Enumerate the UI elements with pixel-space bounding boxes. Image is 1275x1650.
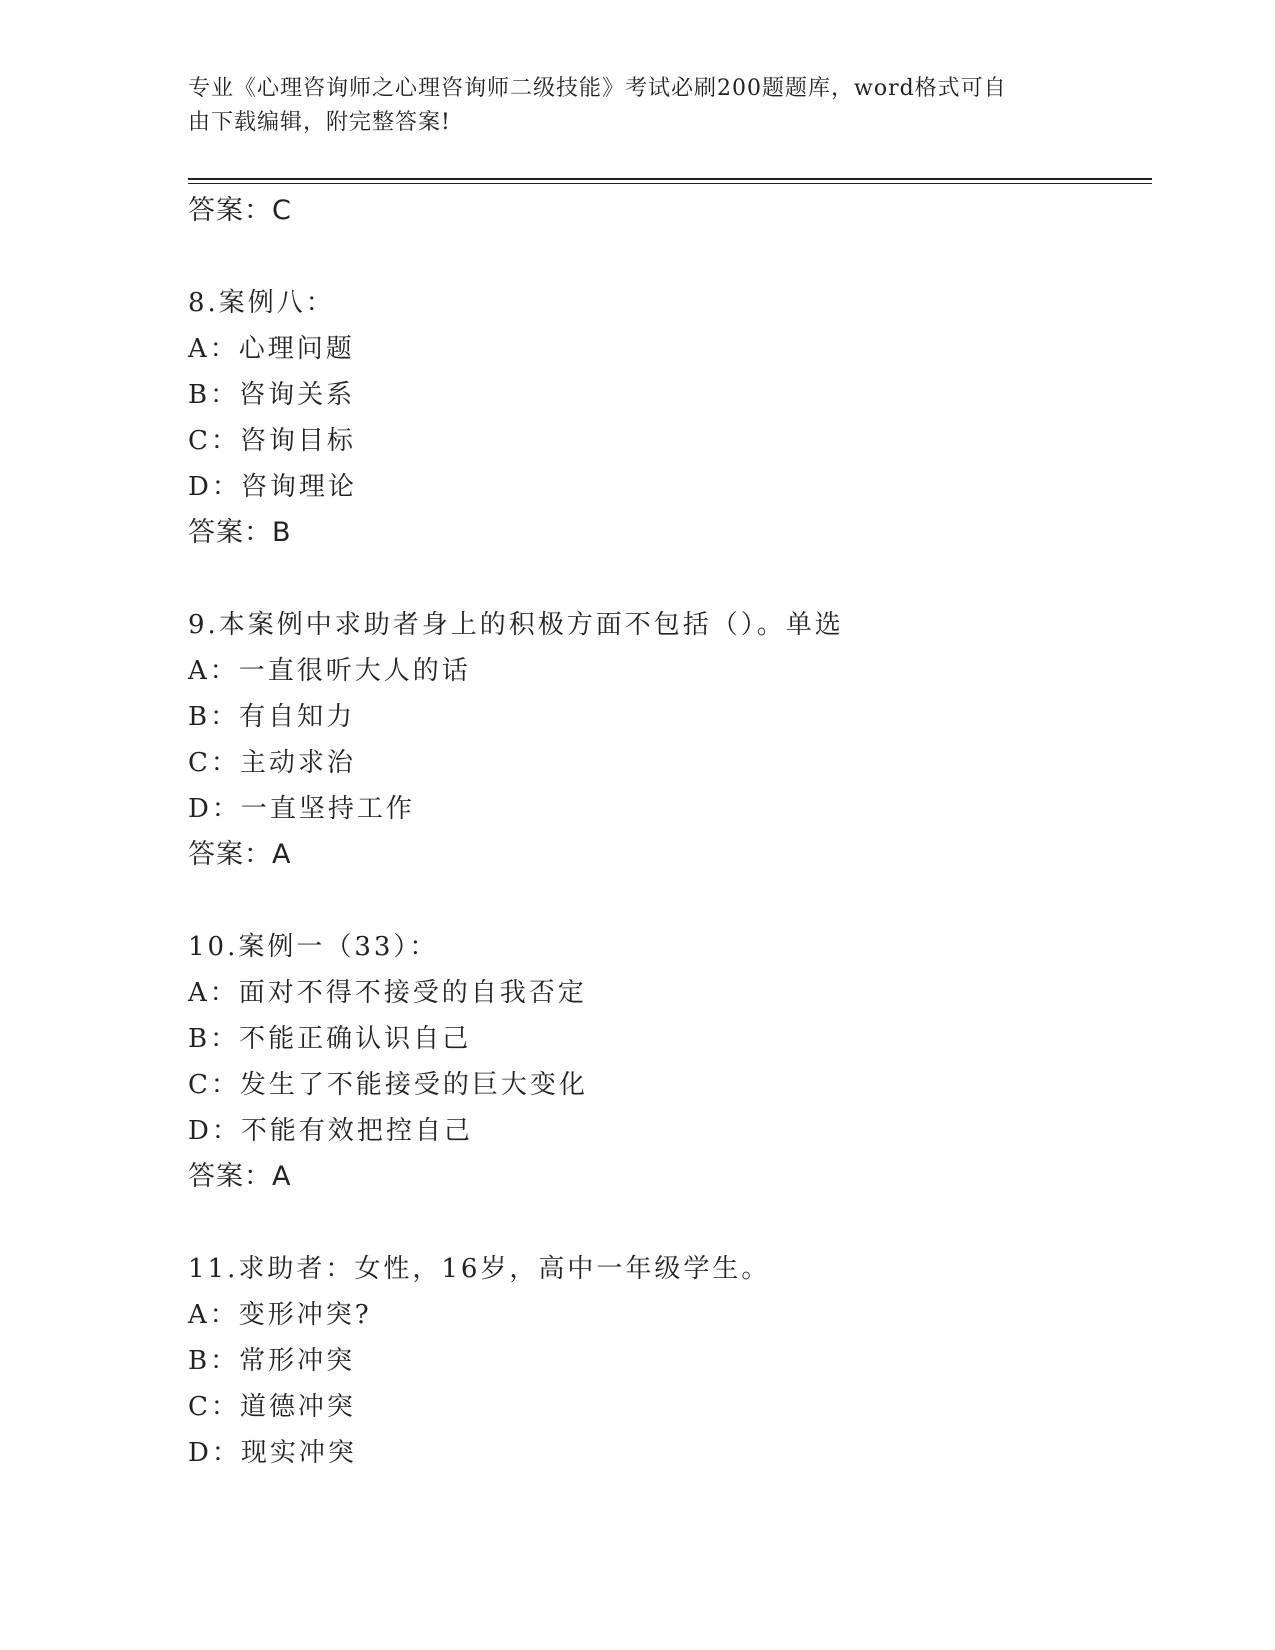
spacer [188,1200,1148,1246]
option-a: A：一直很听大人的话 [188,656,471,686]
option-b: B：不能正确认识自己 [188,1024,472,1054]
answer: 答案：A [188,1161,292,1192]
option-d: D：一直坚持工作 [188,794,415,824]
option-b: B：咨询关系 [188,380,356,410]
question-stem: 11.求助者：女性，16岁，高中一年级学生。 [188,1254,771,1284]
option-c: C：发生了不能接受的巨大变化 [188,1070,588,1100]
document-header [188,72,1068,140]
question-9 [188,602,1148,878]
option-b: B：有自知力 [188,702,356,732]
header-divider-thin [188,183,1152,184]
question-8 [188,280,1148,556]
answer: 答案：B [188,517,292,548]
option-c: C：咨询目标 [188,426,356,456]
question-11 [188,1246,1148,1476]
option-c: C：道德冲突 [188,1392,356,1422]
option-a: A：变形冲突? [188,1300,372,1330]
spacer [188,556,1148,602]
option-b: B：常形冲突 [188,1346,356,1376]
answer: 答案：A [188,839,292,870]
answer-previous: 答案：C [188,195,292,226]
spacer [188,878,1148,924]
spacer [188,234,1148,280]
question-list [188,188,1148,1476]
header-line-1: 专业《心理咨询师之心理咨询师二级技能》考试必刷200题题库，word格式可自 [188,76,1007,101]
option-a: A：心理问题 [188,334,355,364]
question-stem: 10.案例一（33）： [188,932,439,962]
header-line-2: 由下载编辑，附完整答案! [188,110,451,135]
option-d: D：现实冲突 [188,1438,357,1468]
question-stem: 9.本案例中求助者身上的积极方面不包括（）。单选 [188,610,844,640]
option-a: A：面对不得不接受的自我否定 [188,978,587,1008]
header-divider-thick [188,178,1152,180]
option-d: D：咨询理论 [188,472,357,502]
option-d: D：不能有效把控自己 [188,1116,473,1146]
question-10 [188,924,1148,1200]
option-c: C：主动求治 [188,748,356,778]
question-stem: 8.案例八： [188,288,335,318]
